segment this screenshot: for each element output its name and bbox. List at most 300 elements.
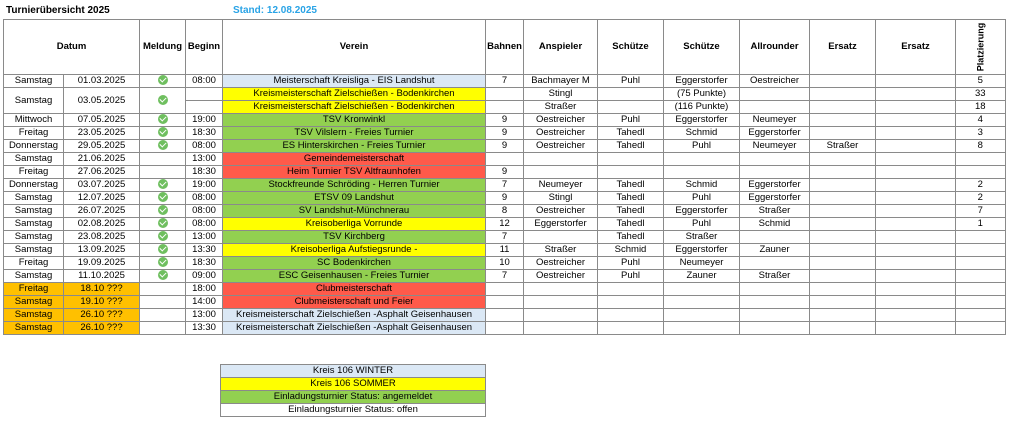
cell-day[interactable]: Samstag <box>4 231 64 244</box>
check-circle-icon <box>158 244 168 254</box>
cell-platz[interactable]: 3 <box>956 127 1006 140</box>
cell-date[interactable]: 18.10 ??? <box>64 283 140 296</box>
cell-schuetze2[interactable]: Eggerstorfer <box>664 205 740 218</box>
cell-meldung[interactable] <box>140 127 186 140</box>
cell-platz[interactable] <box>956 257 1006 270</box>
table-row <box>4 153 1006 166</box>
cell-bahnen[interactable]: 9 <box>486 192 524 205</box>
cell-verein[interactable]: TSV Kirchberg <box>223 231 486 244</box>
cell-ersatz1[interactable] <box>810 205 876 218</box>
legend-row <box>221 391 486 404</box>
cell-ersatz1[interactable] <box>810 114 876 127</box>
cell-schuetze1[interactable]: Puhl <box>598 114 664 127</box>
cell-schuetze1[interactable]: Tahedl <box>598 179 664 192</box>
cell-bahnen[interactable]: 9 <box>486 166 524 179</box>
cell-beginn[interactable]: 19:00 <box>186 114 223 127</box>
cell-schuetze2[interactable] <box>664 309 740 322</box>
cell-schuetze1[interactable]: Tahedl <box>598 127 664 140</box>
cell-allrounder[interactable]: Neumeyer <box>740 140 810 153</box>
cell-allrounder[interactable]: Straßer <box>740 205 810 218</box>
cell-schuetze1[interactable]: Tahedl <box>598 140 664 153</box>
cell-allrounder[interactable] <box>740 231 810 244</box>
cell-ersatz1[interactable] <box>810 101 876 114</box>
cell-ersatz1[interactable] <box>810 270 876 283</box>
cell-verein[interactable]: TSV Kronwinkl <box>223 114 486 127</box>
cell-date[interactable]: 21.06.2025 <box>64 153 140 166</box>
cell-date[interactable]: 19.10 ??? <box>64 296 140 309</box>
cell-schuetze1[interactable]: Puhl <box>598 257 664 270</box>
cell-verein[interactable]: ES Hinterskirchen - Freies Turnier <box>223 140 486 153</box>
stand-date: Stand: 12.08.2025 <box>233 5 317 16</box>
cell-schuetze2[interactable]: Eggerstorfer <box>664 244 740 257</box>
cell-allrounder[interactable] <box>740 88 810 101</box>
cell-beginn[interactable]: 08:00 <box>186 75 223 88</box>
header-beginn[interactable]: Beginn <box>186 20 223 75</box>
cell-platz[interactable]: 4 <box>956 114 1006 127</box>
cell-ersatz2[interactable] <box>876 270 956 283</box>
cell-anspieler[interactable]: Stingl <box>524 192 598 205</box>
cell-ersatz2[interactable] <box>876 75 956 88</box>
title-row <box>3 5 1022 18</box>
cell-date[interactable]: 26.10 ??? <box>64 322 140 335</box>
cell-date[interactable]: 03.07.2025 <box>64 179 140 192</box>
cell-verein[interactable]: SV Landshut-Münchnerau <box>223 205 486 218</box>
cell-verein[interactable]: ESC Geisenhausen - Freies Turnier <box>223 270 486 283</box>
cell-ersatz2[interactable] <box>876 179 956 192</box>
legend-table <box>220 364 486 417</box>
cell-beginn[interactable]: 08:00 <box>186 218 223 231</box>
cell-bahnen[interactable] <box>486 88 524 101</box>
cell-meldung[interactable] <box>140 140 186 153</box>
cell-ersatz1[interactable] <box>810 218 876 231</box>
cell-ersatz1[interactable] <box>810 153 876 166</box>
cell-beginn[interactable]: 09:00 <box>186 270 223 283</box>
cell-ersatz1[interactable] <box>810 75 876 88</box>
cell-platz[interactable] <box>956 244 1006 257</box>
cell-bahnen[interactable]: 8 <box>486 205 524 218</box>
cell-platz[interactable] <box>956 322 1006 335</box>
header-row <box>4 20 1006 75</box>
cell-schuetze1[interactable]: Tahedl <box>598 192 664 205</box>
cell-meldung[interactable] <box>140 179 186 192</box>
cell-ersatz2[interactable] <box>876 218 956 231</box>
legend-item: Kreis 106 SOMMER <box>221 378 486 391</box>
cell-bahnen[interactable]: 10 <box>486 257 524 270</box>
cell-verein[interactable]: TSV Vilslern - Freies Turnier <box>223 127 486 140</box>
header-schuetze-2[interactable]: Schütze <box>664 20 740 75</box>
cell-day[interactable]: Samstag <box>4 218 64 231</box>
cell-ersatz2[interactable] <box>876 88 956 101</box>
cell-beginn[interactable]: 08:00 <box>186 205 223 218</box>
cell-schuetze2[interactable]: Puhl <box>664 192 740 205</box>
cell-platz[interactable]: 7 <box>956 205 1006 218</box>
cell-beginn[interactable]: 13:00 <box>186 309 223 322</box>
cell-day[interactable]: Samstag <box>4 296 64 309</box>
table-row <box>4 166 1006 179</box>
cell-anspieler[interactable]: Straßer <box>524 101 598 114</box>
cell-allrounder[interactable]: Eggerstorfer <box>740 179 810 192</box>
cell-allrounder[interactable] <box>740 166 810 179</box>
check-circle-icon <box>158 257 168 267</box>
cell-bahnen[interactable]: 7 <box>486 270 524 283</box>
cell-anspieler[interactable]: Neumeyer <box>524 179 598 192</box>
table-row <box>4 114 1006 127</box>
cell-anspieler[interactable]: Straßer <box>524 244 598 257</box>
check-circle-icon <box>158 218 168 228</box>
cell-verein[interactable]: Heim Turnier TSV Altfraunhofen <box>223 166 486 179</box>
cell-day[interactable]: Freitag <box>4 257 64 270</box>
cell-day[interactable]: Freitag <box>4 283 64 296</box>
cell-ersatz1[interactable] <box>810 296 876 309</box>
cell-platz[interactable] <box>956 153 1006 166</box>
cell-ersatz1[interactable] <box>810 309 876 322</box>
cell-schuetze2[interactable] <box>664 296 740 309</box>
cell-beginn[interactable]: 18:30 <box>186 257 223 270</box>
cell-bahnen[interactable] <box>486 283 524 296</box>
cell-day[interactable]: Samstag <box>4 153 64 166</box>
cell-date[interactable]: 07.05.2025 <box>64 114 140 127</box>
header-meldung[interactable]: Meldung <box>140 20 186 75</box>
cell-beginn[interactable]: 13:30 <box>186 322 223 335</box>
cell-anspieler[interactable] <box>524 309 598 322</box>
cell-ersatz2[interactable] <box>876 231 956 244</box>
cell-date[interactable]: 23.08.2025 <box>64 231 140 244</box>
cell-day[interactable]: Samstag <box>4 309 64 322</box>
cell-meldung[interactable] <box>140 244 186 257</box>
cell-date[interactable]: 26.07.2025 <box>64 205 140 218</box>
cell-date[interactable]: 12.07.2025 <box>64 192 140 205</box>
table-row <box>4 179 1006 192</box>
cell-schuetze2[interactable]: Eggerstorfer <box>664 114 740 127</box>
cell-anspieler[interactable] <box>524 231 598 244</box>
cell-date[interactable]: 11.10.2025 <box>64 270 140 283</box>
cell-schuetze2[interactable]: Schmid <box>664 179 740 192</box>
cell-verein[interactable]: Meisterschaft Kreisliga - EIS Landshut <box>223 75 486 88</box>
cell-anspieler[interactable]: Oestreicher <box>524 270 598 283</box>
cell-beginn[interactable] <box>186 88 223 101</box>
table-row <box>4 322 1006 335</box>
cell-anspieler[interactable]: Oestreicher <box>524 127 598 140</box>
cell-ersatz2[interactable] <box>876 257 956 270</box>
cell-allrounder[interactable]: Schmid <box>740 218 810 231</box>
cell-date[interactable]: 26.10 ??? <box>64 309 140 322</box>
cell-beginn[interactable]: 19:00 <box>186 179 223 192</box>
cell-day[interactable]: Samstag <box>4 205 64 218</box>
cell-day[interactable]: Donnerstag <box>4 179 64 192</box>
cell-allrounder[interactable] <box>740 296 810 309</box>
legend-item: Kreis 106 WINTER <box>221 365 486 378</box>
cell-beginn[interactable]: 13:30 <box>186 244 223 257</box>
header-schuetze-1[interactable]: Schütze <box>598 20 664 75</box>
cell-meldung[interactable] <box>140 88 186 114</box>
table-row <box>4 192 1006 205</box>
cell-platz[interactable] <box>956 270 1006 283</box>
cell-ersatz1[interactable] <box>810 322 876 335</box>
cell-schuetze2[interactable] <box>664 153 740 166</box>
cell-ersatz1[interactable] <box>810 231 876 244</box>
cell-bahnen[interactable] <box>486 309 524 322</box>
cell-beginn[interactable]: 13:00 <box>186 231 223 244</box>
cell-beginn[interactable] <box>186 101 223 114</box>
cell-beginn[interactable]: 14:00 <box>186 296 223 309</box>
header-datum[interactable]: Datum <box>4 20 140 75</box>
cell-bahnen[interactable]: 11 <box>486 244 524 257</box>
cell-ersatz2[interactable] <box>876 309 956 322</box>
cell-allrounder[interactable] <box>740 309 810 322</box>
cell-verein[interactable]: Kreisoberliga Vorrunde <box>223 218 486 231</box>
cell-allrounder[interactable] <box>740 322 810 335</box>
cell-bahnen[interactable]: 12 <box>486 218 524 231</box>
cell-day[interactable]: Samstag <box>4 192 64 205</box>
sheet-title: Turnierübersicht 2025 <box>6 5 110 16</box>
cell-allrounder[interactable]: Oestreicher <box>740 75 810 88</box>
cell-beginn[interactable]: 18:00 <box>186 283 223 296</box>
header-ersatz-1[interactable]: Ersatz <box>810 20 876 75</box>
cell-meldung[interactable] <box>140 283 186 296</box>
cell-bahnen[interactable]: 9 <box>486 114 524 127</box>
cell-meldung[interactable] <box>140 257 186 270</box>
cell-anspieler[interactable]: Oestreicher <box>524 257 598 270</box>
cell-schuetze2[interactable]: Eggerstorfer <box>664 75 740 88</box>
cell-schuetze2[interactable]: Zauner <box>664 270 740 283</box>
cell-meldung[interactable] <box>140 218 186 231</box>
cell-meldung[interactable] <box>140 153 186 166</box>
cell-meldung[interactable] <box>140 270 186 283</box>
cell-ersatz2[interactable] <box>876 114 956 127</box>
cell-verein[interactable]: Gemeindemeisterschaft <box>223 153 486 166</box>
cell-schuetze2[interactable]: Neumeyer <box>664 257 740 270</box>
cell-ersatz2[interactable] <box>876 140 956 153</box>
cell-schuetze2[interactable]: Straßer <box>664 231 740 244</box>
cell-schuetze1[interactable]: Tahedl <box>598 231 664 244</box>
cell-verein[interactable]: Kreismeisterschaft Zielschießen -Asphalt Geisenhausen <box>223 309 486 322</box>
cell-day[interactable]: Samstag <box>4 75 64 88</box>
cell-day[interactable]: Samstag <box>4 270 64 283</box>
cell-meldung[interactable] <box>140 231 186 244</box>
cell-allrounder[interactable] <box>740 153 810 166</box>
header-verein[interactable]: Verein <box>223 20 486 75</box>
cell-allrounder[interactable]: Zauner <box>740 244 810 257</box>
cell-platz[interactable]: 18 <box>956 101 1006 114</box>
cell-schuetze2[interactable]: Puhl <box>664 218 740 231</box>
cell-anspieler[interactable]: Stingl <box>524 88 598 101</box>
cell-ersatz1[interactable] <box>810 88 876 101</box>
cell-bahnen[interactable]: 7 <box>486 179 524 192</box>
header-ersatz-2[interactable]: Ersatz <box>876 20 956 75</box>
cell-verein[interactable]: SC Bodenkirchen <box>223 257 486 270</box>
cell-schuetze1[interactable] <box>598 166 664 179</box>
cell-day[interactable]: Mittwoch <box>4 114 64 127</box>
cell-date[interactable]: 29.05.2025 <box>64 140 140 153</box>
cell-schuetze1[interactable] <box>598 309 664 322</box>
cell-platz[interactable] <box>956 309 1006 322</box>
check-circle-icon <box>158 140 168 150</box>
cell-platz[interactable] <box>956 283 1006 296</box>
cell-ersatz2[interactable] <box>876 283 956 296</box>
check-circle-icon <box>158 114 168 124</box>
cell-schuetze1[interactable]: Schmid <box>598 244 664 257</box>
cell-meldung[interactable] <box>140 192 186 205</box>
cell-meldung[interactable] <box>140 296 186 309</box>
cell-allrounder[interactable] <box>740 257 810 270</box>
cell-bahnen[interactable] <box>486 296 524 309</box>
cell-allrounder[interactable] <box>740 101 810 114</box>
cell-bahnen[interactable]: 7 <box>486 231 524 244</box>
cell-allrounder[interactable] <box>740 283 810 296</box>
cell-platz[interactable]: 33 <box>956 88 1006 101</box>
cell-beginn[interactable]: 18:30 <box>186 166 223 179</box>
cell-bahnen[interactable] <box>486 322 524 335</box>
cell-anspieler[interactable] <box>524 322 598 335</box>
cell-ersatz1[interactable] <box>810 179 876 192</box>
cell-platz[interactable]: 1 <box>956 218 1006 231</box>
cell-ersatz2[interactable] <box>876 101 956 114</box>
cell-platz[interactable]: 2 <box>956 192 1006 205</box>
cell-date[interactable]: 02.08.2025 <box>64 218 140 231</box>
cell-ersatz1[interactable] <box>810 257 876 270</box>
table-row <box>4 88 1006 101</box>
cell-date[interactable]: 13.09.2025 <box>64 244 140 257</box>
table-row <box>4 244 1006 257</box>
cell-anspieler[interactable] <box>524 166 598 179</box>
cell-platz[interactable]: 2 <box>956 179 1006 192</box>
cell-ersatz1[interactable] <box>810 127 876 140</box>
cell-schuetze1[interactable]: Puhl <box>598 270 664 283</box>
cell-ersatz2[interactable] <box>876 322 956 335</box>
cell-schuetze2[interactable]: (75 Punkte) <box>664 88 740 101</box>
cell-schuetze2[interactable] <box>664 166 740 179</box>
cell-ersatz2[interactable] <box>876 153 956 166</box>
cell-bahnen[interactable]: 7 <box>486 75 524 88</box>
cell-beginn[interactable]: 18:30 <box>186 127 223 140</box>
cell-date[interactable]: 19.09.2025 <box>64 257 140 270</box>
cell-schuetze1[interactable]: Tahedl <box>598 205 664 218</box>
cell-date[interactable]: 01.03.2025 <box>64 75 140 88</box>
cell-schuetze1[interactable] <box>598 296 664 309</box>
cell-schuetze1[interactable]: Tahedl <box>598 218 664 231</box>
cell-bahnen[interactable] <box>486 101 524 114</box>
cell-schuetze2[interactable] <box>664 283 740 296</box>
table-row <box>4 127 1006 140</box>
cell-meldung[interactable] <box>140 75 186 88</box>
cell-bahnen[interactable]: 9 <box>486 140 524 153</box>
cell-verein[interactable]: Kreismeisterschaft Zielschießen - Bodenkirchen <box>223 101 486 114</box>
cell-platz[interactable] <box>956 231 1006 244</box>
cell-allrounder[interactable]: Eggerstorfer <box>740 127 810 140</box>
cell-anspieler[interactable]: Oestreicher <box>524 114 598 127</box>
cell-bahnen[interactable]: 9 <box>486 127 524 140</box>
cell-beginn[interactable]: 08:00 <box>186 192 223 205</box>
cell-meldung[interactable] <box>140 114 186 127</box>
table-row <box>4 309 1006 322</box>
cell-schuetze2[interactable]: Schmid <box>664 127 740 140</box>
cell-beginn[interactable]: 13:00 <box>186 153 223 166</box>
cell-platz[interactable]: 8 <box>956 140 1006 153</box>
cell-ersatz1[interactable] <box>810 244 876 257</box>
cell-meldung[interactable] <box>140 322 186 335</box>
tournament-table <box>3 19 1006 335</box>
cell-ersatz2[interactable] <box>876 166 956 179</box>
cell-day[interactable]: Donnerstag <box>4 140 64 153</box>
cell-platz[interactable] <box>956 166 1006 179</box>
cell-day[interactable]: Samstag <box>4 322 64 335</box>
cell-anspieler[interactable]: Oestreicher <box>524 205 598 218</box>
table-row <box>4 296 1006 309</box>
cell-verein[interactable]: ETSV 09 Landshut <box>223 192 486 205</box>
cell-day[interactable]: Samstag <box>4 88 64 114</box>
cell-allrounder[interactable]: Eggerstorfer <box>740 192 810 205</box>
cell-platz[interactable]: 5 <box>956 75 1006 88</box>
cell-day[interactable]: Freitag <box>4 166 64 179</box>
header-bahnen[interactable]: Bahnen <box>486 20 524 75</box>
cell-schuetze2[interactable] <box>664 322 740 335</box>
cell-day[interactable]: Samstag <box>4 244 64 257</box>
cell-date[interactable]: 03.05.2025 <box>64 88 140 114</box>
cell-verein[interactable]: Kreisoberliga Aufstiegsrunde - <box>223 244 486 257</box>
check-circle-icon <box>158 270 168 280</box>
cell-day[interactable]: Freitag <box>4 127 64 140</box>
check-circle-icon <box>158 179 168 189</box>
cell-ersatz1[interactable] <box>810 283 876 296</box>
cell-ersatz2[interactable] <box>876 244 956 257</box>
cell-date[interactable]: 27.06.2025 <box>64 166 140 179</box>
cell-date[interactable]: 23.05.2025 <box>64 127 140 140</box>
cell-ersatz1[interactable] <box>810 192 876 205</box>
cell-anspieler[interactable] <box>524 153 598 166</box>
table-row <box>4 283 1006 296</box>
cell-allrounder[interactable]: Neumeyer <box>740 114 810 127</box>
cell-meldung[interactable] <box>140 166 186 179</box>
cell-meldung[interactable] <box>140 309 186 322</box>
header-platzierung-label: Platzierung <box>975 22 986 72</box>
cell-ersatz2[interactable] <box>876 127 956 140</box>
check-circle-icon <box>158 95 168 105</box>
cell-anspieler[interactable]: Bachmayer M <box>524 75 598 88</box>
cell-anspieler[interactable]: Oestreicher <box>524 140 598 153</box>
cell-verein[interactable]: Kreismeisterschaft Zielschießen - Bodenkirchen <box>223 88 486 101</box>
cell-schuetze1[interactable] <box>598 153 664 166</box>
header-platzierung[interactable] <box>956 20 1006 75</box>
cell-verein[interactable]: Kreismeisterschaft Zielschießen -Asphalt Geisenhausen <box>223 322 486 335</box>
cell-ersatz1[interactable]: Straßer <box>810 140 876 153</box>
cell-schuetze1[interactable]: Puhl <box>598 75 664 88</box>
cell-ersatz2[interactable] <box>876 205 956 218</box>
cell-verein[interactable]: Clubmeisterschaft <box>223 283 486 296</box>
cell-verein[interactable]: Clubmeisterschaft und Feier <box>223 296 486 309</box>
cell-ersatz1[interactable] <box>810 166 876 179</box>
cell-verein[interactable]: Stockfreunde Schröding - Herren Turnier <box>223 179 486 192</box>
cell-schuetze1[interactable] <box>598 283 664 296</box>
cell-ersatz2[interactable] <box>876 296 956 309</box>
cell-allrounder[interactable]: Straßer <box>740 270 810 283</box>
cell-bahnen[interactable] <box>486 153 524 166</box>
cell-schuetze1[interactable] <box>598 88 664 101</box>
legend-row <box>221 404 486 417</box>
cell-ersatz2[interactable] <box>876 192 956 205</box>
cell-schuetze2[interactable]: (116 Punkte) <box>664 101 740 114</box>
cell-schuetze1[interactable] <box>598 322 664 335</box>
header-allrounder[interactable]: Allrounder <box>740 20 810 75</box>
cell-anspieler[interactable] <box>524 283 598 296</box>
cell-schuetze2[interactable]: Puhl <box>664 140 740 153</box>
cell-anspieler[interactable] <box>524 296 598 309</box>
cell-meldung[interactable] <box>140 205 186 218</box>
cell-platz[interactable] <box>956 296 1006 309</box>
cell-anspieler[interactable]: Eggerstorfer <box>524 218 598 231</box>
cell-beginn[interactable]: 08:00 <box>186 140 223 153</box>
cell-schuetze1[interactable] <box>598 101 664 114</box>
header-anspieler[interactable]: Anspieler <box>524 20 598 75</box>
